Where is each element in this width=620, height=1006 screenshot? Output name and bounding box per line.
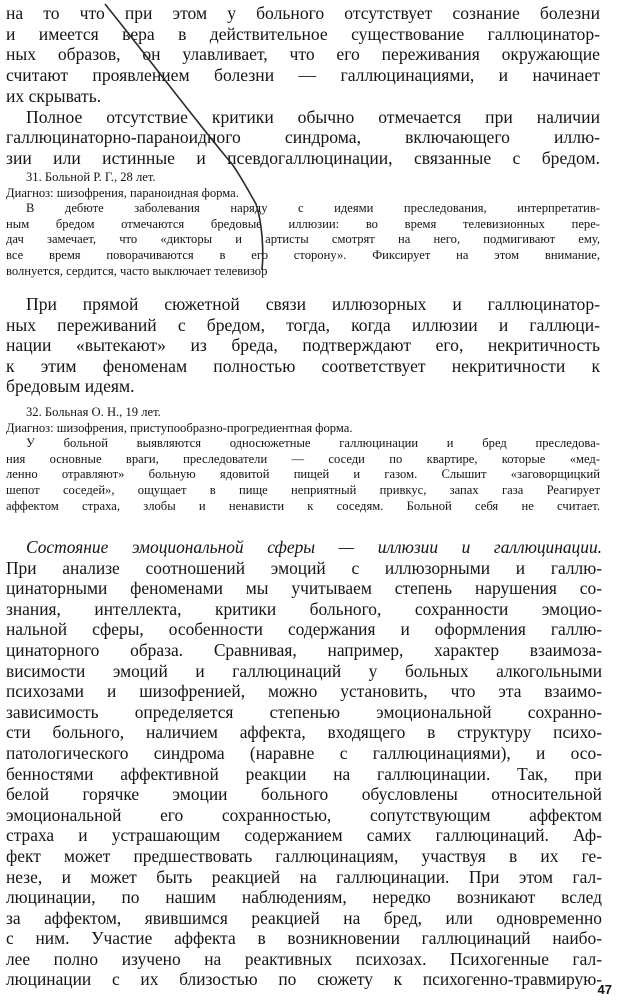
text-line: бенностями аффективной реакции на галлюцинации. Так, при [6,763,602,784]
case-text-line: У больной выявляются односюжетные галлюцинации и бред преследова- [26,436,600,451]
main-section [6,537,602,990]
text-line: незе, и может быть реакцией на галлюцинации. При этом гал- [6,866,602,887]
text-line: психозами и шизофренией, можно установить, что эта взаимо- [6,681,602,702]
paragraph-3 [6,294,600,397]
case-diagnosis: Диагноз: шизофрения, приступообразно-прогредиентная форма. [6,420,353,435]
case-title: 31. Больной Р. Г., 28 лет. [26,170,156,184]
text-line: белой горячке эмоции больного обусловлены относительной [6,784,602,805]
text-line: с ним. Участие аффекта в возникновении галлюцинаций наибо- [6,928,602,949]
text-line: на то что при этом у больного отсутствует сознание болезни [6,3,600,23]
case-text-line: шепот соседей», ощущает в пище неприятный привкус, запах газа Реагирует [6,482,600,497]
intro-paragraphs [6,3,600,169]
text-line: люцинации, по нашим наблюдениям, нередко возникают вслед [6,887,602,908]
case-title: 32. Больная О. Н., 19 лет. [26,405,161,419]
page-number: 47 [597,982,612,997]
case-text-line: В дебюте заболевания наряду с идеями преследования, интерпретатив- [26,201,600,216]
text-line: считают проявлением болезни — галлюцинациями, и начинает [6,65,600,86]
text-line: зии или истинные и псевдогаллюцинации, связанные с бредом. [6,147,600,168]
case-diagnosis: Диагноз: шизофрения, параноидная форма. [6,185,239,200]
case-text-line: ленно отравляют» больную ядовитой пищей и газом. Слышит «заговорщицкий [6,467,600,482]
text-line: за аффектом, явившимся реакцией на бред, или одновременно [6,907,602,928]
text-line: люцинации с их близостью по сюжету к психогенно-травмирую- [6,969,602,990]
text-line: сти больного, наличием аффекта, входящего в структуру психо- [6,722,602,743]
text-line: эмоциональной его сохранностью, сопутствующим аффектом [6,804,602,825]
text-line: страха и устрашающим содержанием самих галлюцинаций. Аф- [6,825,602,846]
text-line: ных переживаний с бредом, тогда, когда иллюзии и галлюци- [6,314,600,335]
text-line: лее полно изучено на реактивных психозах. Психогенные гал- [6,948,602,969]
text-line: нальной сферы, особенности содержания и оформления галлю- [6,619,602,640]
text-line: висимости эмоций и галлюцинаций у больных алкогольными [6,660,602,681]
text-line: патологического синдрома (наравне с галлюцинациями), и осо- [6,742,602,763]
text-line: цинаторными феноменами мы учитываем степень нарушения со- [6,578,602,599]
section-heading: Состояние эмоциональной сферы — иллюзии и галлюцинации. [26,537,602,557]
case-text-line: ния основные враги, преследователи — соседи по квартире, которые «мед- [6,451,600,466]
text-line: к этим феноменам полностью соответствует некритичности к [6,355,600,376]
text-line: нации «вытекают» из бреда, подтверждают его, некритичность [6,335,600,356]
text-line: Полное отсутствие критики обычно отмечается при наличии [26,106,600,127]
text-line: галлюцинаторно-параноидного синдрома, включающего иллю- [6,127,600,148]
text-line: и имеется вера в действительное существование галлюцинатор- [6,23,600,44]
text-line: При прямой сюжетной связи иллюзорных и галлюцинатор- [26,294,600,314]
case-31 [6,170,600,279]
text-line: При анализе соотношений эмоций с иллюзорными и галлю- [6,557,602,578]
text-line: бредовым идеям. [6,376,135,397]
text-line: знания, интеллекта, критики больного, сохранности эмоцио- [6,598,602,619]
case-text-line: все время поворачиваются в его сторону». Фиксирует на этом внимание, [6,247,600,262]
text-line: цинаторного образа. Сравнивая, например, характер взаимоза- [6,639,602,660]
text-line: их скрывать. [6,85,102,106]
text-line: фект может предшествовать галлюцинациям, участвуя в их ге- [6,845,602,866]
text-line: ных образов, он улавливает, что его переживания окружающие [6,44,600,65]
text-line: зависимость определяется степенью эмоциональной сохранно- [6,701,602,722]
case-text-line: аффектом страха, злобы и ненависти к соседям. Больной себя не считает. [6,498,600,513]
case-text-line: дач замечает, что «дикторы и артисты смотрят на него, подмигивают ему, [6,232,600,247]
case-text-line: волнуется, сердится, часто выключает телевизор [6,263,268,278]
case-text-line: ным бредом отмечаются бредовые иллюзии: во время телевизионных пере- [6,216,600,231]
case-32 [6,405,600,514]
